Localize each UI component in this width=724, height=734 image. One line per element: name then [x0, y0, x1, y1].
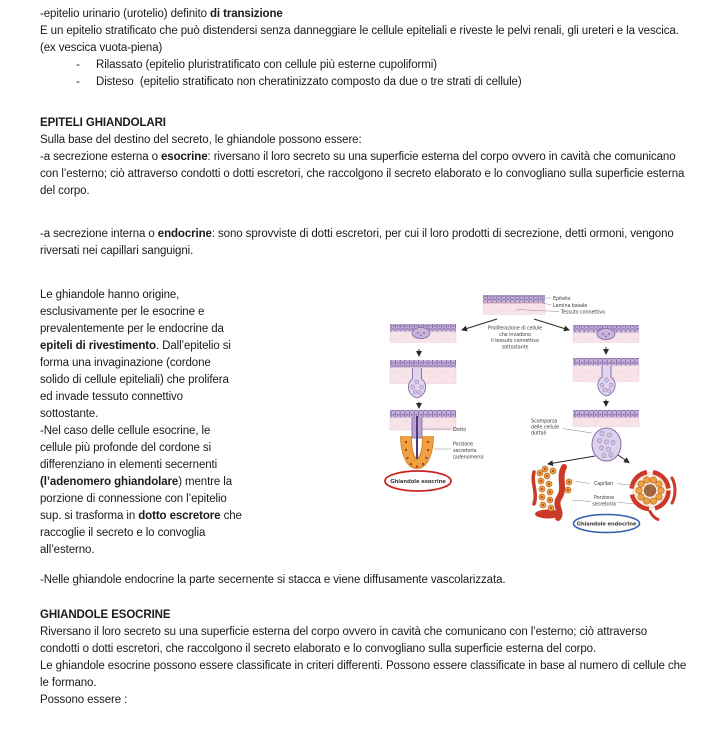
figure-caption-line: sottostante [501, 344, 529, 351]
text-segment: differenziano in elementi secernenti [40, 459, 218, 471]
text-segment-bold: dotto escretore [138, 510, 221, 522]
epithelium-strip-top [483, 295, 605, 316]
list-item [40, 74, 688, 91]
text-segment: prevalentemente per le endocrine da [40, 323, 224, 335]
proliferation-caption [488, 326, 542, 351]
endocrine-cords-capillaries [533, 466, 572, 519]
paragraph: Possono essere : [40, 694, 128, 706]
endocrine-gland-drawing [531, 410, 675, 533]
text-segment: cellule più profonde del cordone si [40, 442, 212, 454]
section-heading: EPITELI GHIANDOLARI [40, 117, 166, 129]
paragraph: -Nelle ghiandole endocrine la parte secernente si stacca e viene diffusamente vascolarizzata. [40, 574, 506, 586]
bullet-marker: - [76, 76, 80, 88]
text-segment: Le ghiandole hanno origine, [40, 289, 180, 301]
column-line [40, 338, 305, 355]
figure-label-duttali: duttali [531, 430, 547, 437]
text-segment-bold: (l’adenomero ghiandolare [40, 476, 179, 488]
figure-label-dotto: Dotto [453, 427, 467, 433]
text-segment: -a secrezione esterna o [40, 151, 161, 163]
figure-caption-line: il tessuto connettivo [491, 338, 539, 345]
endocrine-stage1 [573, 325, 639, 342]
exocrine-stage2 [390, 360, 456, 398]
column-line [40, 355, 305, 372]
figure-caption-line: Proliferazione di cellule [487, 325, 543, 332]
text-segment: esclusivamente per le esocrine e [40, 306, 205, 318]
list-item [40, 57, 688, 74]
figure-label-ghiandole-esocrine: Ghiandole esocrine [390, 479, 446, 485]
column-line [40, 423, 305, 440]
column-line [40, 491, 305, 508]
figure-label-epitelio: Epitelio [553, 296, 571, 302]
figure-label-porzione2: Porzione [593, 495, 615, 501]
column-line [40, 372, 305, 389]
text-segment-bold: di transizione [209, 8, 283, 20]
text-segment: ) mentre la [178, 476, 233, 488]
text-segment-bold: epiteli di rivestimento [40, 340, 156, 352]
figure-label-tessuto-connettivo: Tessuto connettivo [561, 309, 605, 316]
figure-label-porzione: Porzione [453, 441, 474, 448]
paragraph [40, 149, 688, 200]
column-line [40, 389, 305, 406]
paragraph: Le ghiandole esocrine possono essere classificate in criteri differenti. Possono essere classificate in base al numero di cellule che le formano. [40, 660, 690, 689]
text-segment: : sono sprovviste di dotti escretori, per cui il loro prodotti di secrezione, detti ormoni, vengono riversati nei capillari sanguigni. [40, 228, 677, 257]
column-line [40, 525, 305, 542]
exocrine-stage1 [390, 324, 456, 342]
column-line [40, 542, 305, 559]
text-segment-bold: esocrine [160, 151, 208, 163]
paragraph: Sulla base del destino del secreto, le ghiandole possono essere: [40, 134, 362, 146]
figure-label-lamina-basale: Lamina basale [553, 303, 588, 309]
text-segment: . Dall’epitelio si [155, 340, 231, 352]
text-segment-bold: endocrine [157, 228, 212, 240]
text-segment: porzione di connessione con l’epitelio [40, 493, 227, 505]
column-line [40, 440, 305, 457]
column-line [40, 474, 305, 491]
text-segment: forma una invaginazione (cordone [40, 357, 211, 369]
bullet-text: Disteso (epitelio stratificato non cheratinizzato composto da due o tre strati di cellule) [96, 76, 522, 88]
text-segment: raccoglie il secreto e lo convoglia [40, 527, 206, 539]
section-heading: GHIANDOLE ESOCRINE [40, 609, 171, 621]
text-segment: sottostante. [40, 408, 99, 420]
text-segment: : riversano il loro secreto su una superficie esterna del corpo ovvero in cavità che comunicano con l’esterno; ciò attraverso condotti o dotti escretori, che raccolgono il secreto elaborato e lo convogliano sulla superficie esterna del corpo. [40, 151, 688, 197]
endocrine-follicle [632, 472, 676, 520]
paragraph: Riversano il loro secreto su una superficie esterna del corpo ovvero in cavità che comunicano con l’esterno; ciò attraverso condotti o dotti escretori, che raccolgono il secreto elaborato e lo convogliano sulla superficie esterna del corpo. [40, 626, 651, 655]
text-segment: all’esterno. [40, 544, 95, 556]
endocrine-stage2 [573, 358, 639, 396]
column-line [40, 406, 305, 423]
column-line [40, 321, 305, 338]
paragraph [40, 6, 688, 23]
paragraph [40, 226, 688, 260]
left-text-column [40, 287, 305, 559]
text-segment: -Nel caso delle cellule esocrine, le [40, 425, 211, 437]
figure-label-secretoria: secretoria [453, 448, 477, 454]
bullet-text: Rilassato (epitelio pluristratificato con cellule più esterne cupoliformi) [96, 59, 437, 71]
text-segment: che [220, 510, 242, 522]
paragraph: E un epitelio stratificato che può distendersi senza danneggiare le cellule epiteliali e riveste le pelvi renali, gli ureteri e la vescica. (ex vescica vuota-piena) [40, 25, 682, 54]
exocrine-gland-drawing [385, 410, 484, 491]
bullet-marker: - [76, 59, 80, 71]
gland-development-figure [345, 292, 715, 542]
text-segment: ed invade tessuto connettivo [40, 391, 183, 403]
figure-label-scomparsa: Scomparsa [531, 418, 558, 425]
column-line [40, 508, 305, 525]
figure-label-delle-cellule: delle cellule [531, 424, 559, 431]
column-line [40, 457, 305, 474]
figure-label-secretoria2: secretoria [592, 501, 616, 508]
text-segment: sup. si trasforma in [40, 510, 139, 522]
column-line [40, 304, 305, 321]
column-line [40, 287, 305, 304]
figure-label-capillari: Capillari [593, 481, 614, 487]
figure-label-adenomero: (adenomero) [453, 454, 484, 461]
text-segment: -a secrezione interna o [40, 228, 158, 240]
figure-caption-line: che invadono [499, 331, 531, 338]
figure-label-ghiandole-endocrine: Ghiandole endocrine [576, 521, 637, 528]
text-segment: solido di cellule epiteliali) che prolifera [40, 374, 229, 386]
text-segment: -epitelio urinario (urotelio) definito [40, 8, 210, 20]
